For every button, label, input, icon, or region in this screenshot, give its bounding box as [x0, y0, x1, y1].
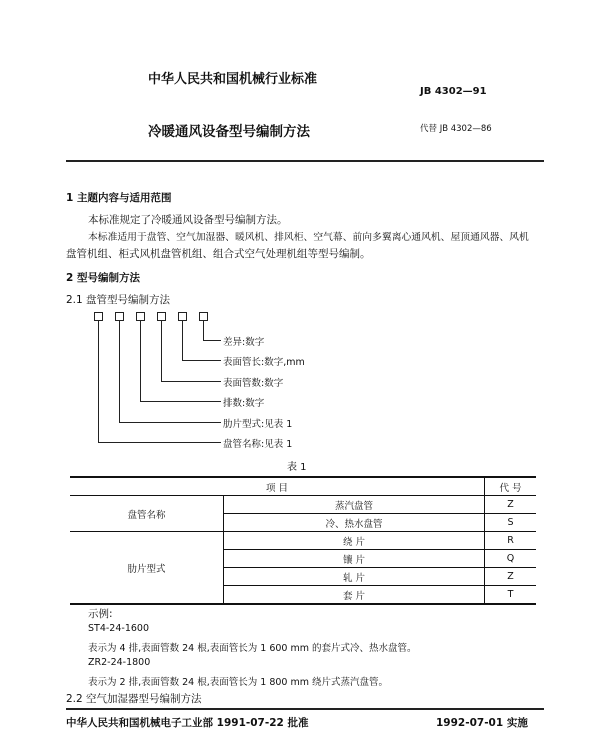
leader-vertical-3	[140, 321, 141, 401]
leader-horizontal-2	[119, 422, 221, 423]
cell-item: 套 片	[224, 586, 485, 605]
leader-horizontal-6	[203, 340, 221, 341]
example-2-description: 表示为 2 排,表面管数 24 根,表面管长为 1 800 mm 绕片式蒸汽盘管。	[88, 677, 389, 688]
group-coil-name: 盘管名称	[70, 496, 224, 532]
cell-code: R	[485, 532, 536, 550]
cell-item: 镶 片	[224, 550, 485, 568]
table-1	[70, 476, 536, 605]
table-row	[70, 532, 536, 550]
diagram-label-fin-type: 肋片型式:见表 1	[223, 419, 293, 430]
code-box-5	[178, 312, 187, 321]
header-code: 代 号	[485, 477, 536, 496]
cell-code: S	[485, 514, 536, 532]
standard-code: JB 4302—91	[420, 86, 487, 97]
header-item: 项 目	[70, 477, 485, 496]
document-title: 冷暖通风设备型号编制方法	[148, 124, 310, 140]
code-box-6	[199, 312, 208, 321]
example-1-code: ST4-24-1600	[88, 623, 149, 634]
table-header-row	[70, 477, 536, 496]
cell-code: Z	[485, 496, 536, 514]
cell-item: 轧 片	[224, 568, 485, 586]
header-rule	[66, 160, 544, 162]
diagram-label-rows: 排数:数字	[223, 398, 265, 409]
section-1-heading: 1 主题内容与适用范围	[66, 192, 172, 204]
issuing-org: 中华人民共和国机械行业标准	[148, 72, 318, 87]
group-fin-type: 肋片型式	[70, 532, 224, 605]
diagram-label-coil-name: 盘管名称:见表 1	[223, 439, 293, 450]
section-1-para-1: 本标准规定了冷暖通风设备型号编制方法。	[88, 214, 288, 226]
leader-vertical-5	[182, 321, 183, 360]
examples-label: 示例:	[88, 608, 113, 620]
cell-code: Q	[485, 550, 536, 568]
section-2-heading: 2 型号编制方法	[66, 272, 140, 284]
code-box-1	[94, 312, 103, 321]
leader-horizontal-3	[140, 401, 221, 402]
leader-vertical-4	[161, 321, 162, 381]
cell-code: T	[485, 586, 536, 605]
leader-horizontal-5	[182, 360, 221, 361]
code-box-3	[136, 312, 145, 321]
cell-code: Z	[485, 568, 536, 586]
leader-vertical-1	[98, 321, 99, 442]
example-2-code: ZR2-24-1800	[88, 657, 151, 668]
diagram-label-variant: 差异:数字	[223, 337, 265, 348]
implementation-date: 1992-07-01 实施	[436, 717, 528, 729]
section-2-2-heading: 2.2 空气加湿器型号编制方法	[66, 693, 202, 705]
cell-item: 冷、热水盘管	[224, 514, 485, 532]
table-1-caption: 表 1	[287, 462, 307, 473]
replaces-note: 代替 JB 4302—86	[420, 124, 492, 134]
leader-horizontal-1	[98, 442, 221, 443]
code-box-4	[157, 312, 166, 321]
leader-horizontal-4	[161, 381, 221, 382]
example-1-description: 表示为 4 排,表面管数 24 根,表面管长为 1 600 mm 的套片式冷、热水盘管。	[88, 643, 417, 654]
diagram-label-tube-count: 表面管数:数字	[223, 378, 284, 389]
footer-rule	[66, 708, 544, 710]
section-1-para-2-line-1: 本标准适用于盘管、空气加湿器、暖风机、排风柜、空气幕、前向多翼离心通风机、屋顶通风器、风机	[88, 232, 529, 243]
cell-item: 绕 片	[224, 532, 485, 550]
section-2-1-heading: 2.1 盘管型号编制方法	[66, 294, 171, 306]
code-box-2	[115, 312, 124, 321]
section-1-para-2-line-2: 盘管机组、柜式风机盘管机组、组合式空气处理机组等型号编制。	[66, 248, 371, 260]
diagram-label-tube-length: 表面管长:数字,mm	[223, 357, 305, 368]
approval-date: 中华人民共和国机械电子工业部 1991-07-22 批准	[66, 717, 309, 729]
leader-vertical-2	[119, 321, 120, 422]
leader-vertical-6	[203, 321, 204, 340]
table-row	[70, 496, 536, 514]
cell-item: 蒸汽盘管	[224, 496, 485, 514]
